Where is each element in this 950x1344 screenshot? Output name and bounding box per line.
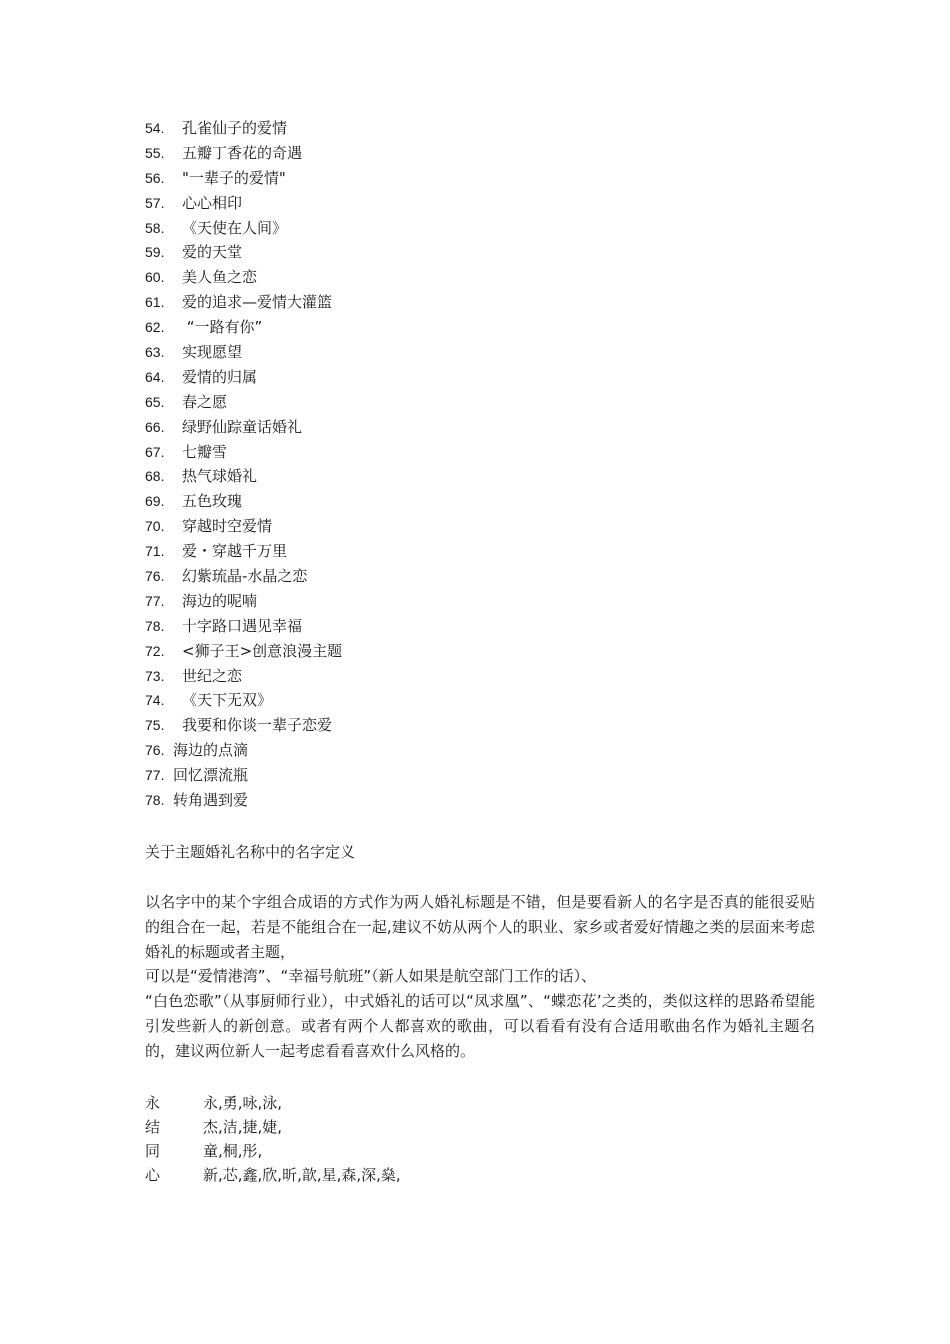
char-key: 永 [145, 1093, 161, 1112]
list-item-number: 74. [145, 692, 165, 709]
list-item [145, 440, 815, 465]
list-item-title: 回忆漂流瓶 [173, 766, 249, 785]
list-item-number: 72. [145, 642, 165, 659]
paragraph-line: 以名字中的某个字组合成语的方式作为两人婚礼标题是不错，但是要看新人的名字是否真的能很妥贴的组合在一起，若是不能组合在一起,建议不妨从两个人的职业、家乡或者爱好情趣之类的层面来考虑婚礼的标题或者主题， [145, 892, 815, 961]
list-item [145, 191, 815, 216]
list-item-title: "一辈子的爱情" [182, 168, 286, 187]
list-item-title: 《天使在人间》 [182, 218, 288, 237]
list-item [145, 489, 815, 514]
list-item-number: 78. [145, 617, 165, 634]
list-item [145, 315, 815, 340]
list-item-number: 54. [145, 120, 165, 136]
list-item-number: 57. [145, 194, 165, 211]
list-item [145, 788, 815, 813]
list-item [145, 290, 815, 315]
list-item-title: 转角遇到爱 [173, 791, 249, 810]
list-item-title: 我要和你谈一辈子恋爱 [182, 716, 333, 735]
list-item [145, 763, 815, 788]
list-item [145, 116, 815, 141]
char-key: 同 [145, 1141, 161, 1160]
list-item [145, 664, 815, 689]
paragraph-line: 可以是“爱情港湾”、“幸福号航班”（新人如果是航空部门工作的话）、 [145, 967, 597, 986]
list-item-title: 海边的点滴 [173, 741, 249, 760]
list-item-title: 爱・穿越千万里 [182, 542, 288, 561]
list-item-number: 64. [145, 368, 165, 385]
list-item-number: 77. [145, 592, 165, 609]
list-item-number: 76. [145, 742, 165, 759]
list-item-title: 绿野仙踪童话婚礼 [182, 417, 303, 436]
list-item-number: 55. [145, 144, 165, 161]
list-item-title: 孔雀仙子的爱情 [182, 119, 288, 137]
list-item-title: 爱的追求—爱情大灌篮 [182, 293, 333, 312]
list-item-title: <狮子王>创意浪漫主题 [182, 641, 343, 660]
char-row [145, 1139, 815, 1163]
char-values: 永,勇,咏,泳, [203, 1093, 283, 1112]
list-item-title: 春之愿 [182, 392, 228, 411]
list-item [145, 688, 815, 713]
list-item-number: 76. [145, 568, 165, 585]
list-item-title: 爱的天堂 [182, 243, 243, 262]
wedding-theme-list [145, 116, 815, 813]
list-item-title: 心心相印 [182, 193, 243, 212]
list-item [145, 564, 815, 589]
list-item-title: 五色玫瑰 [182, 492, 243, 511]
list-item-number: 60. [145, 269, 165, 286]
list-item-title: 十字路口遇见幸福 [182, 616, 303, 635]
list-item [145, 265, 815, 290]
list-item [145, 614, 815, 639]
name-character-table [145, 1091, 815, 1187]
list-item-number: 70. [145, 518, 165, 535]
list-item-number: 58. [145, 219, 165, 236]
list-item [145, 738, 815, 763]
list-item-number: 66. [145, 418, 165, 435]
document-content [145, 116, 815, 1187]
list-item-title: 《天下无双》 [182, 691, 273, 710]
list-item [145, 713, 815, 738]
list-item-title: 实现愿望 [182, 343, 243, 362]
list-item-title: 爱情的归属 [182, 367, 258, 386]
char-values: 新,芯,鑫,欣,昕,歆,星,森,深,燊, [203, 1165, 401, 1184]
list-item-title: 世纪之恋 [182, 666, 243, 685]
list-item-title: 美人鱼之恋 [182, 268, 258, 287]
list-item [145, 539, 815, 564]
list-item [145, 464, 815, 489]
char-values: 杰,洁,捷,婕, [203, 1117, 283, 1136]
char-key: 结 [145, 1117, 161, 1136]
list-item-title: 五瓣丁香花的奇遇 [182, 143, 303, 162]
char-key: 心 [145, 1165, 161, 1184]
list-item-number: 73. [145, 667, 165, 684]
list-item-number: 75. [145, 717, 165, 734]
char-row [145, 1091, 815, 1115]
list-item-number: 59. [145, 244, 165, 261]
list-item [145, 514, 815, 539]
list-item-number: 67. [145, 443, 165, 460]
list-item-number: 65. [145, 393, 165, 410]
char-row [145, 1163, 815, 1187]
list-item-number: 68. [145, 468, 165, 485]
list-item [145, 415, 815, 440]
list-item [145, 390, 815, 415]
list-item-number: 77. [145, 767, 165, 784]
list-item-number: 56. [145, 169, 165, 186]
list-item-number: 61. [145, 294, 165, 311]
list-item [145, 141, 815, 166]
list-item [145, 216, 815, 241]
list-item [145, 365, 815, 390]
list-item-number: 71. [145, 543, 165, 560]
char-values: 童,桐,彤, [203, 1141, 263, 1160]
list-item-number: 69. [145, 493, 165, 510]
list-item-title: “一路有你” [182, 318, 263, 337]
list-item [145, 166, 815, 191]
list-item-number: 78. [145, 792, 165, 809]
list-item [145, 240, 815, 265]
list-item-title: 七瓣雪 [182, 442, 228, 461]
list-item-title: 幻紫琉晶-水晶之恋 [182, 567, 308, 586]
list-item-title: 海边的呢喃 [182, 591, 258, 610]
list-item-number: 62. [145, 319, 165, 336]
list-item-title: 穿越时空爱情 [182, 517, 273, 536]
section-heading: 关于主题婚礼名称中的名字定义 [145, 842, 356, 861]
list-item [145, 589, 815, 614]
list-item [145, 340, 815, 365]
list-item-title: 热气球婚礼 [182, 467, 258, 486]
paragraph-line: “白色恋歌”（从事厨师行业），中式婚礼的话可以“凤求凰”、“蝶恋花’之类的，类似这样的思路希望能引发些新人的新创意。或者有两个人都喜欢的歌曲，可以看看有没有合适用歌曲名作为婚礼主题名的，建议两位新人一起考虑看看喜欢什么风格的。 [145, 992, 815, 1060]
list-item [145, 639, 815, 664]
list-item-number: 63. [145, 344, 165, 361]
explanation-paragraph [145, 890, 815, 1064]
char-row [145, 1115, 815, 1139]
